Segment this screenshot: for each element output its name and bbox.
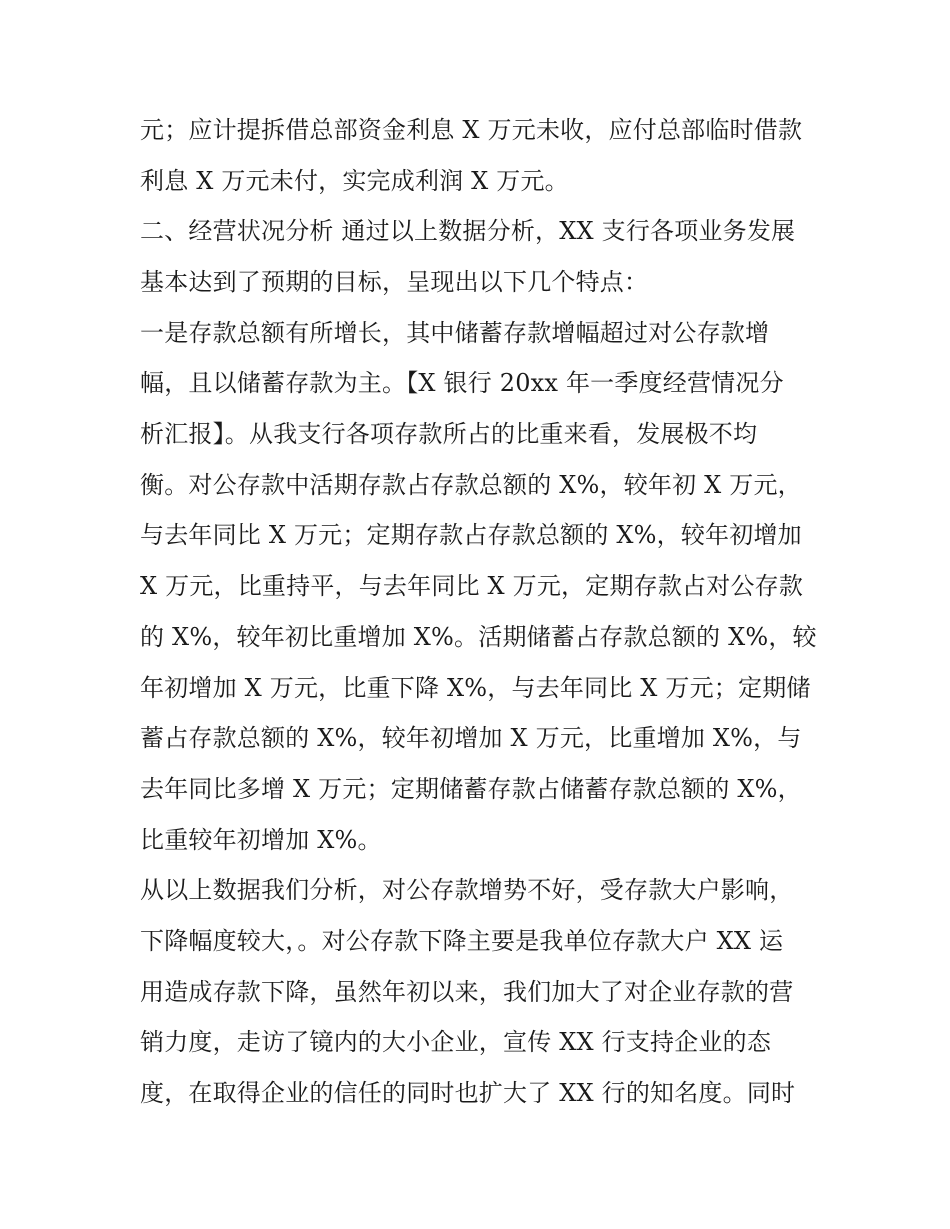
text-line-12: 年初增加 X 万元，比重下降 X%，与去年同比 X 万元；定期储 [140, 674, 811, 702]
text-line-17: 下降幅度较大，。对公存款下降主要是我单位存款大户 XX 运 [140, 927, 784, 955]
text-line-2: 利息 X 万元未付，实完成利润 X 万元。 [140, 167, 569, 195]
text-line-15: 比重较年初增加 X%。 [140, 826, 382, 854]
text-line-4: 基本达到了预期的目标，呈现出以下几个特点： [140, 268, 649, 296]
text-line-13: 蓄占存款总额的 X%，较年初增加 X 万元，比重增加 X%，与 [140, 724, 802, 752]
text-line-3: 二、经营状况分析 通过以上数据分析，XX 支行各项业务发展 [140, 217, 796, 245]
text-line-8: 衡。对公存款中活期存款占存款总额的 X%，较年初 X 万元， [140, 471, 802, 499]
text-line-9: 与去年同比 X 万元；定期存款占存款总额的 X%，较年初增加 [140, 521, 802, 549]
text-line-11: 的 X%，较年初比重增加 X%。活期储蓄占存款总额的 X%，较 [140, 623, 817, 651]
text-line-16: 从以上数据我们分析，对公存款增势不好，受存款大户影响， [140, 876, 794, 904]
text-line-5: 一是存款总额有所增长，其中储蓄存款增幅超过对公存款增 [140, 319, 770, 347]
text-line-20: 度，在取得企业的信任的同时也扩大了 XX 行的知名度。同时 [140, 1079, 796, 1107]
text-line-1: 元；应计提拆借总部资金利息 X 万元未收，应付总部临时借款 [140, 116, 803, 144]
text-line-10: X 万元，比重持平，与去年同比 X 万元，定期存款占对公存款 [140, 572, 804, 600]
text-line-19: 销力度，走访了镜内的大小企业，宣传 XX 行支持企业的态 [140, 1028, 772, 1056]
text-line-14: 去年同比多增 X 万元；定期储蓄存款占储蓄存款总额的 X%， [140, 775, 802, 803]
text-line-6: 幅，且以储蓄存款为主。【X 银行 20xx 年一季度经营情况分 [140, 369, 784, 397]
text-line-7: 析汇报】。从我支行各项存款所占的比重来看，发展极不均 [140, 420, 758, 448]
text-line-18: 用造成存款下降，虽然年初以来，我们加大了对企业存款的营 [140, 978, 794, 1006]
